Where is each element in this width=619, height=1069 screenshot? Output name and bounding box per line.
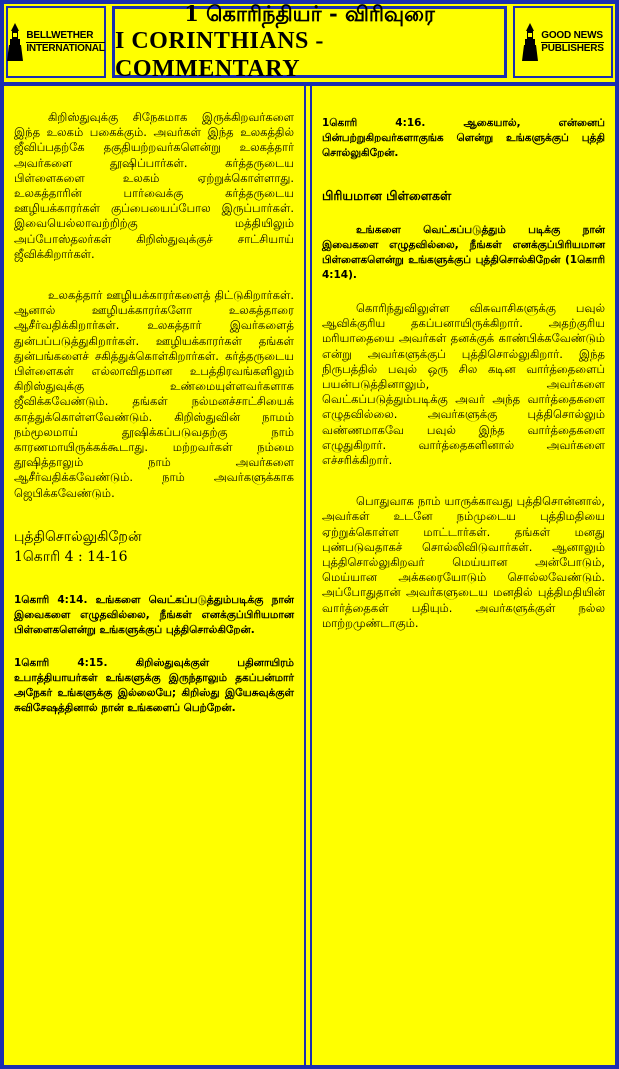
verse-16: 1கொரி 4:16. ஆகையால், என்னைப் பின்பற்றுகிறவர்களாகுங்க ளென்று உங்களுக்குப் புத்தி சொல்லுகிறேன். (322, 117, 605, 159)
bell-tower-icon (7, 23, 23, 61)
left-column (4, 86, 306, 1065)
bellwether-logo (6, 6, 106, 78)
title-tamil: 1 கொரிந்தியர் - விரிவுரை (184, 1, 435, 26)
right-paragraph-1: கொரிந்துவிலுள்ள விசுவாசிகளுக்கு பவுல் ஆவிக்குரிய தகப்பனாயிருக்கிறார். அதற்குரிய மரியாதையை அவர்கள் தனக்குக் காண்பிக்கவேண்டும் என்று அவர்களுக்குப் புத்திசொல்லுகிறார். இந்த நிருபத்தில் பவுல் ஒரு சில கடின வார்த்தைளைப் பயன்படுத்தினாலும், அவர்களை வெட்கப்படுத்தும்படிக்கு அவர் அந்த வார்த்தைகளை எழுதவில்லை. அவர்களுக்கு புத்திசொல்லும் வண்ணமாகவே பவுல் இந்த வார்த்தைகளை எழுதுகிறார். வார்த்தைகளினால் அவர்களை எச்சரிக்கிறார். (322, 301, 605, 468)
verse-14: 1கொரி 4:14. உங்களை வெட்கப்படுத்தும்படிக்கு நான் இவைகளை எழுதவில்லை, நீங்கள் எனக்குப்பிரியமான பிள்ளைகளென்று உங்களுக்குப் புத்திசொல்கிறேன். (14, 593, 294, 636)
title-box (112, 1, 507, 82)
left-paragraph-1: கிறிஸ்துவுக்கு சிநேகமாக இருக்கிறவர்களை இந்த உலகம் பகைக்கும். அவர்கள் இந்த உலகத்தில் ஜீவிப்பதற்கே தகுதியற்றவர்களென்று உலகத்தார் அவர்களை தூஷிப்பார்கள். கர்த்தருடைய பிள்ளைகளை உலகம் ஏற்றுக்கொள்ளாது. உலகத்தாரின் பார்வைக்கு கர்த்தருடைய ஊழியக்காரர்கள் குப்பையைப்போல இருப்பார்கள். இவையெல்லாவற்றிற்கு மத்தியிலும் அப்போஸ்தலர்கள் கிறிஸ்துவுக்குச் சாட்சியாய் ஜீவிக்கிறார்கள். (14, 110, 294, 261)
bell-tower-icon (522, 23, 538, 61)
section-heading: புத்திசொல்லுகிறேன் (14, 528, 142, 545)
good-news-logo (513, 6, 613, 78)
section-reference: 1கொரி 4 : 14-16 (14, 548, 128, 565)
right-column (310, 86, 615, 1065)
logo-right-line2: PUBLISHERS (541, 42, 604, 54)
verse-15: 1கொரி 4:15. கிறிஸ்துவுக்குள் பதினாயிரம் உபாத்தியாயர்கள் உங்களுக்கு இருந்தாலும் தகப்பன்மார் அநேகர் உங்களுக்கு இல்லையே; கிறிஸ்து இயேசுவுக்குள் சுவிசேஷத்தினால் நான் உங்களைப் பெற்றேன். (14, 656, 294, 714)
header (4, 1, 615, 82)
title-english: I CORINTHIANS - COMMENTARY (115, 28, 324, 82)
logo-right-line1: GOOD NEWS (541, 29, 603, 41)
right-paragraph-2: பொதுவாக நாம் யாருக்காவது புத்திசொன்னால், அவர்கள் உடனே நம்முடைய புத்திமதியை ஏற்றுக்கொள்ள மாட்டார்கள். தங்கள் மனது புண்படுவதாகச் சொல்லிவிடுவார்கள். ஆனாலும் புத்திசொல்லுகிறவர் மெய்யான அன்போடும், மெய்யான அக்கரையோடும் சொல்லவேண்டும். அப்போதுதான் அவர்களுடைய மனதில் புத்திமதியின் வார்த்தைகள் பதியும். அவர்களுக்குள் நல்ல மாற்றமுண்டாகும். (322, 494, 605, 630)
subheading: பிரியமான பிள்ளைகள் (322, 188, 452, 203)
left-paragraph-2: உலகத்தார் ஊழியக்காரர்களைத் திட்டுகிறார்கள். ஆனால் ஊழியக்காரர்களோ உலகத்தாரை ஆசீர்வதிக்கிறார்கள். உலகத்தார் இவர்களைத் துன்பப்படுத்துகிறார்கள். ஊழியக்காரர்கள் தங்கள் துன்பங்களைச் சகித்துக்கொள்கிறார்கள். கர்த்தருடைய பிள்ளைகள் எல்லாவிதமான உபத்திரவங்களிலும் கிறிஸ்துவுக்கு உண்மையுள்ளவர்களாக ஜீவிக்கவேண்டும். தங்கள் நல்மனச்சாட்சியைக் காத்துக்கொள்ளவேண்டும். கிறிஸ்துவின் நாமம் நம்மூலமாய் தூஷிக்கப்படுவதற்கு நாம் காரணமாயிருக்கக்கூடாது. மற்றவர்கள் நம்மை தூஷித்தாலும் நாம் அவர்களை ஆசீர்வதிக்கவேண்டும். நாம் அவர்களுக்காக ஜெபிக்கவேண்டும். (14, 288, 294, 500)
logo-left-line1: BELLWETHER (26, 30, 104, 43)
logo-left-line2: INTERNATIONAL (26, 42, 105, 54)
quote-paragraph: உங்களை வெட்கப்படுத்தும் படிக்கு நான் இவைகளை எழுதவில்லை, நீங்கள் எனக்குப்பிரியமான பிள்ளைகளென்று உங்களுக்குப் புத்திசொல்கிறேன் (1கொரி 4:14). (322, 224, 605, 281)
